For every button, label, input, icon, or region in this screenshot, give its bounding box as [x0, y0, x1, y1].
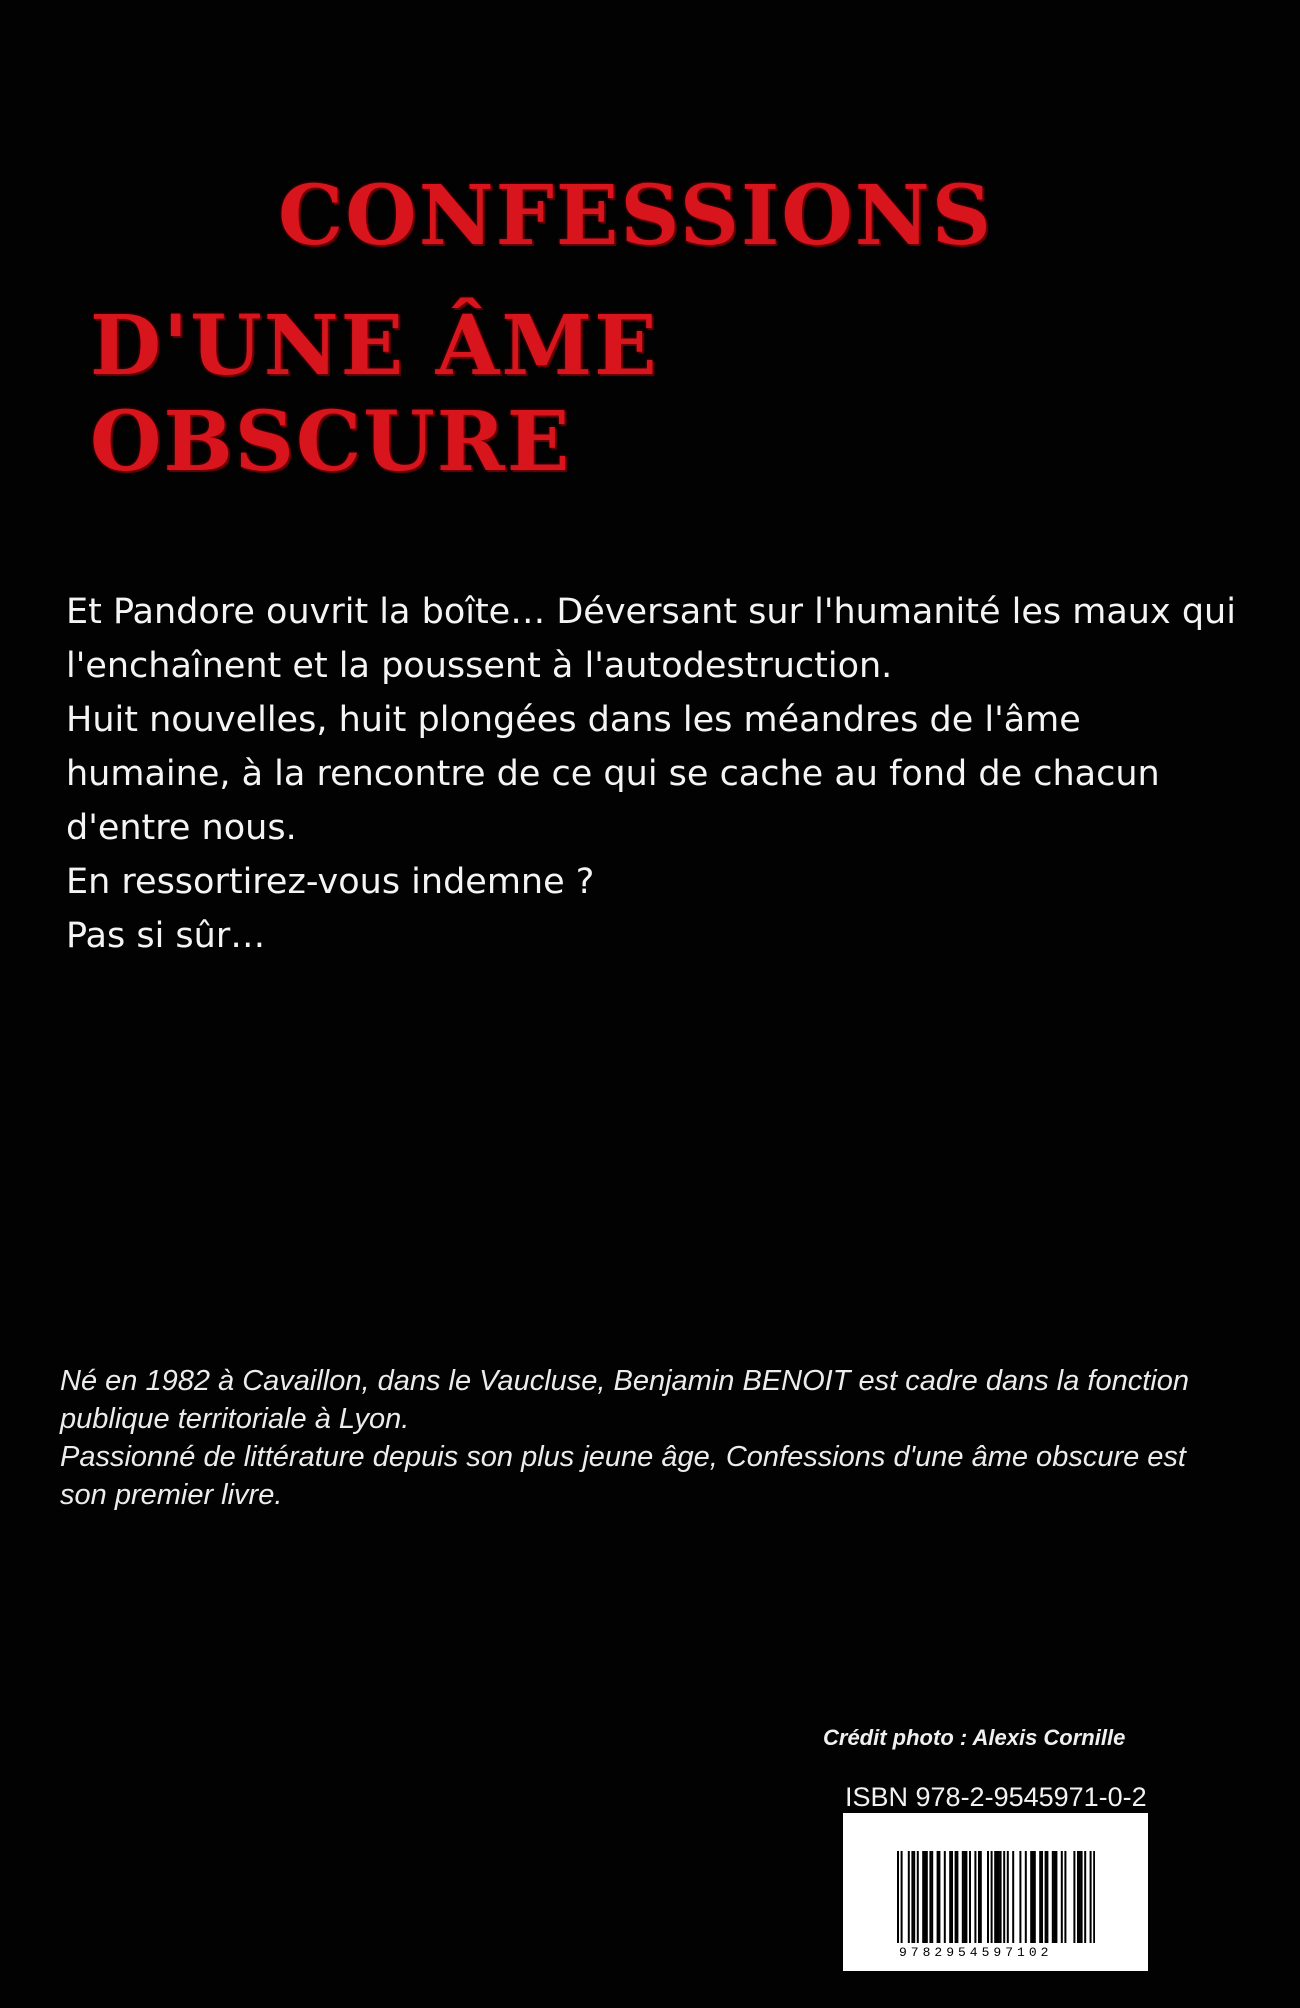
title-line-2: D'UNE ÂME OBSCURE [90, 298, 659, 490]
barcode-bar [1055, 1851, 1057, 1943]
barcode-bar [962, 1851, 964, 1943]
author-bio [60, 1362, 1230, 1514]
barcode-bar [949, 1851, 951, 1943]
barcode-bar [980, 1851, 982, 1943]
barcode-bar [926, 1851, 928, 1943]
barcode-bar [1090, 1851, 1092, 1943]
barcode [843, 1813, 1148, 1971]
barcode-bar [1077, 1851, 1079, 1943]
barcode-bar [911, 1851, 913, 1943]
blurb-paragraph: Pas si sûr… [66, 916, 266, 956]
blurb-paragraph: Huit nouvelles, huit plongées dans les méandres de l'âme humaine, à la rencontre de ce qui se cache au fond de chacun d'entre nous. [66, 700, 1160, 848]
barcode-bar [908, 1851, 910, 1943]
barcode-bar [991, 1851, 993, 1943]
blurb [66, 585, 1256, 963]
barcode-bar [1073, 1851, 1075, 1943]
bio-paragraph: Né en 1982 à Cavaillon, dans le Vaucluse, Benjamin BENOIT est cadre dans la fonction publique territoriale à Lyon. [60, 1365, 1189, 1435]
barcode-bar [1079, 1851, 1081, 1943]
barcode-bar [929, 1851, 931, 1943]
barcode-bar [987, 1851, 989, 1943]
blurb-paragraph: Et Pandore ouvrit la boîte… Déversant sur l'humanité les maux qui l'enchaînent et la poussent à l'autodestruction. [66, 592, 1236, 686]
barcode-bar [901, 1851, 903, 1943]
barcode-bar [922, 1851, 924, 1943]
barcode-bar [969, 1851, 971, 1943]
barcode-bar [998, 1851, 1000, 1943]
isbn-label: ISBN 978-2-9545971-0-2 [845, 1782, 1147, 1812]
barcode-bar [1061, 1851, 1063, 1943]
barcode-bar [1041, 1851, 1043, 1943]
barcode-bar [978, 1851, 980, 1943]
title-line-1: CONFESSIONS [278, 168, 993, 264]
barcode-bar [924, 1851, 926, 1943]
barcode-bar [1046, 1851, 1048, 1943]
barcode-bar [994, 1851, 996, 1943]
barcode-bar [913, 1851, 915, 1943]
barcode-bar [1030, 1851, 1032, 1943]
barcode-bar [931, 1851, 933, 1943]
barcode-bar [1039, 1851, 1041, 1943]
barcode-bar [937, 1851, 939, 1943]
barcode-bar [1034, 1851, 1036, 1943]
barcode-bar [917, 1851, 919, 1943]
bio-paragraph: Passionné de littérature depuis son plus jeune âge, Confessions d'une âme obscure est son premier livre. [60, 1441, 1186, 1511]
barcode-bar [996, 1851, 998, 1943]
barcode-digits: 9782954597102 [899, 1945, 1053, 1960]
barcode-bar [1081, 1851, 1083, 1943]
barcode-bar [1054, 1851, 1056, 1943]
barcode-bar [1003, 1851, 1005, 1943]
barcode-bar [964, 1851, 966, 1943]
barcode-bar [1052, 1851, 1054, 1943]
barcode-bar [1045, 1851, 1047, 1943]
barcode-bar [938, 1851, 940, 1943]
barcode-bar [951, 1851, 953, 1943]
barcode-bar [955, 1851, 957, 1943]
barcode-bar [944, 1851, 946, 1943]
barcode-bar [1093, 1851, 1095, 1943]
barcode-bar [1064, 1851, 1066, 1943]
barcode-bar [1032, 1851, 1034, 1943]
barcode-bar [965, 1851, 967, 1943]
blurb-paragraph: En ressortirez-vous indemne ? [66, 862, 595, 902]
barcode-bar [1019, 1851, 1021, 1943]
barcode-bar [956, 1851, 958, 1943]
barcode-bar [1025, 1851, 1027, 1943]
photo-credit: Crédit photo : Alexis Cornille [823, 1725, 1126, 1750]
barcode-bar [897, 1851, 899, 1943]
barcode-bar [1007, 1851, 1009, 1943]
barcode-bars [897, 1851, 1095, 1943]
barcode-bar [1000, 1851, 1002, 1943]
barcode-bar [974, 1851, 976, 1943]
barcode-bar [1084, 1851, 1086, 1943]
barcode-bar [1012, 1851, 1014, 1943]
